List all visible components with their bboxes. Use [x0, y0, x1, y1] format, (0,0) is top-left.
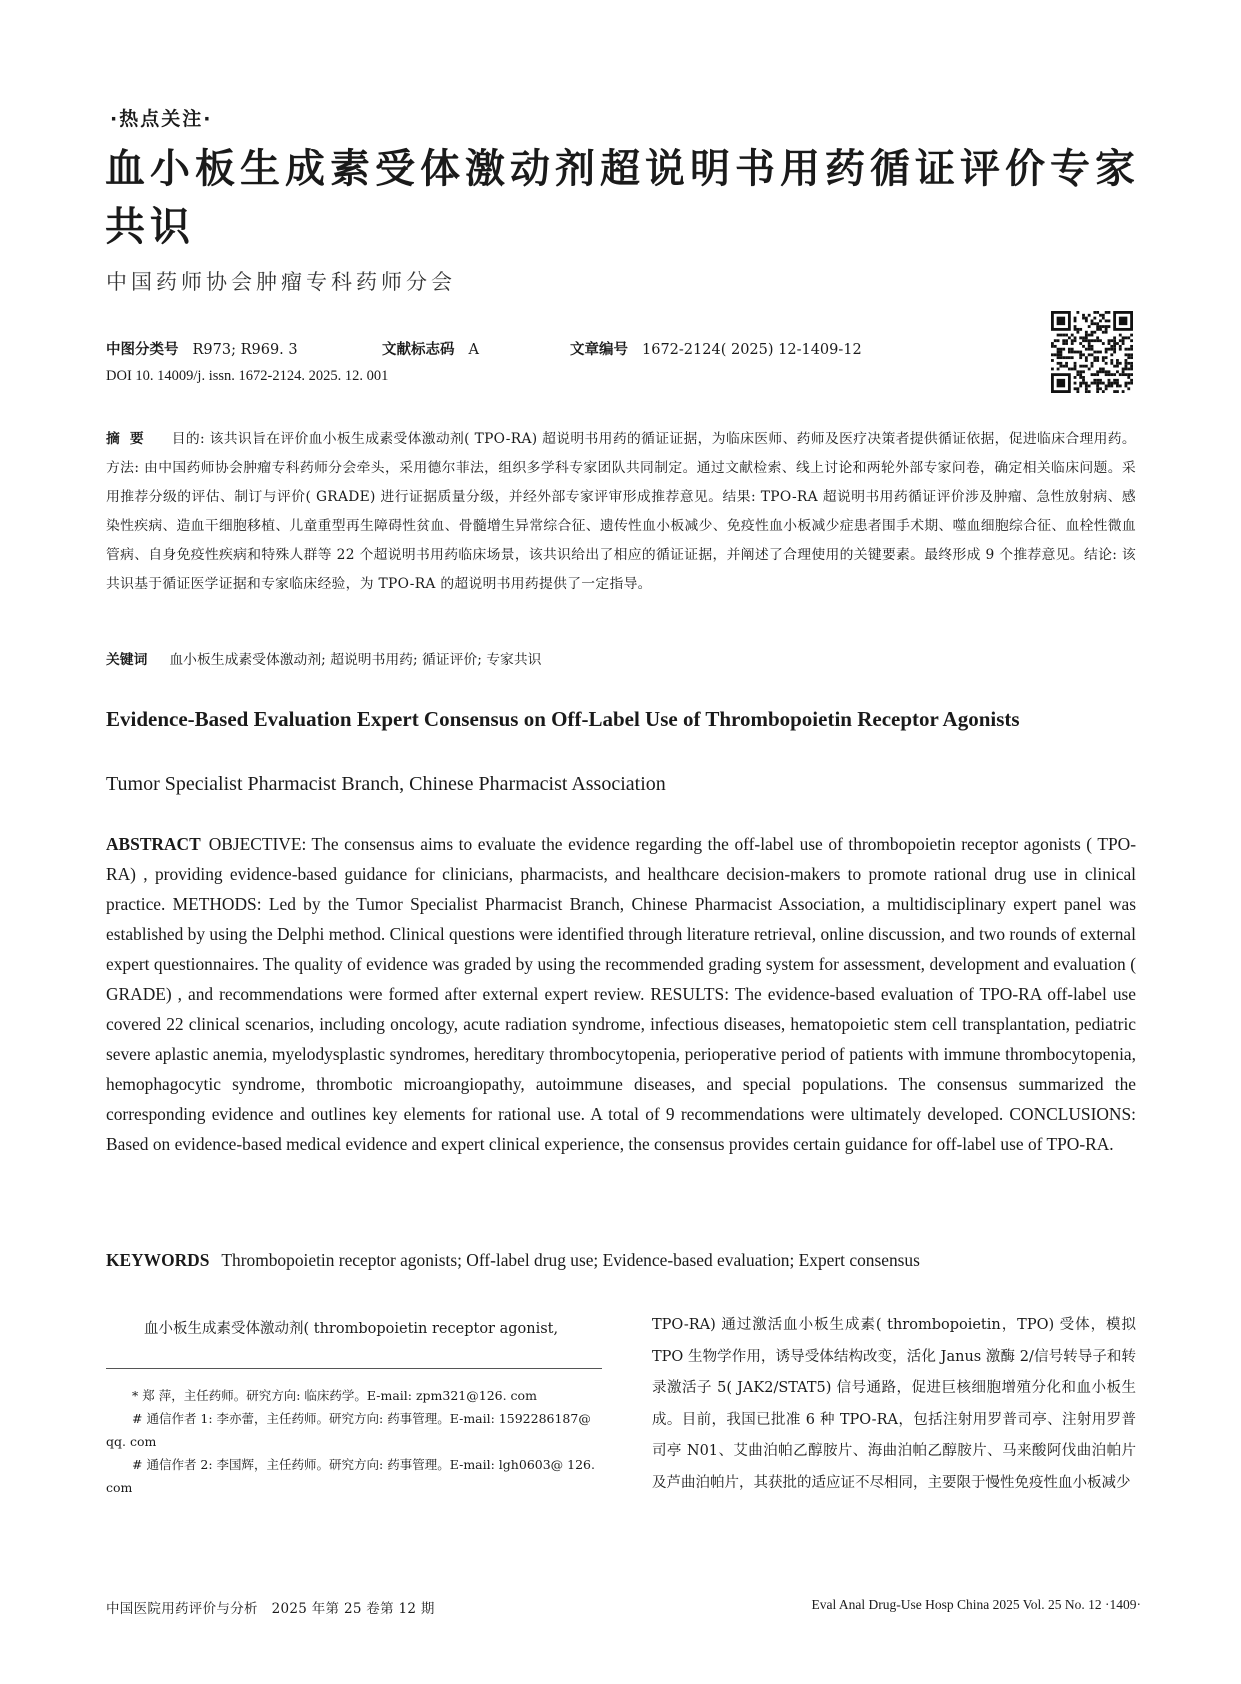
- body-text-right: TPO-RA) 通过激活血小板生成素( thrombopoietin，TPO) 受体，模拟 TPO 生物学作用，诱导受体结构改变，活化 Janus 激酶 2/信号转导子和转录激活子 5( JAK2/STAT5) 信号通路，促进巨核细胞增殖分化和血小板生成。目前，我国已批准 6 种 TPO-RA，包括注射用罗普司亭、注射用罗普司亭 N01、艾曲泊帕乙醇胺片、海曲泊帕乙醇胺片、马来酸阿伐曲泊帕片及芦曲泊帕片，其获批的适应证不尽相同，主要限于慢性免疫性血小板减少: [652, 1317, 1136, 1491]
- meta-article: [570, 338, 862, 359]
- footer-journal-en: Eval Anal Drug-Use Hosp China 2025 Vol. 25 No. 12 ·1409·: [811, 1597, 1141, 1612]
- meta-article-label: 文章编号: [570, 342, 628, 358]
- keywords-cn-label: 关键词: [106, 652, 148, 668]
- meta-article-value: 1672-2124( 2025) 12-1409-12: [642, 342, 862, 358]
- keywords-en: [106, 1250, 1146, 1271]
- meta-doc: [382, 338, 479, 359]
- keywords-cn: [106, 648, 541, 668]
- keywords-en-text: Thrombopoietin receptor agonists; Off-label drug use; Evidence-based evaluation; Expert consensus: [221, 1250, 920, 1270]
- footnote-divider: [106, 1368, 602, 1369]
- meta-doc-label: 文献标志码: [382, 342, 455, 358]
- qr-code-icon: [1051, 311, 1133, 393]
- footnotes: [106, 1384, 602, 1499]
- keywords-cn-text: 血小板生成素受体激动剂; 超说明书用药; 循证评价; 专家共识: [169, 652, 542, 668]
- body-text-left: 血小板生成素受体激动剂( thrombopoietin receptor agonist,: [144, 1321, 559, 1337]
- column-tag: ·热点关注·: [110, 108, 213, 130]
- footer-journal-cn: 中国医院用药评价与分析 2025 年第 25 卷第 12 期: [106, 1601, 435, 1617]
- footnote-author: * 郑 萍，主任药师。研究方向: 临床药学。E-mail: zpm321@126. com: [132, 1388, 537, 1403]
- footnote-corresponding-2: # 通信作者 2: 李国辉，主任药师。研究方向: 药事管理。E-mail: lgh0603@ 126. com: [106, 1457, 595, 1495]
- page-title: 血小板生成素受体激动剂超说明书用药循证评价专家共识: [105, 146, 1140, 250]
- abstract-cn-text: 目的: 该共识旨在评价血小板生成素受体激动剂( TPO-RA) 超说明书用药的循证证据，为临床医师、药师及医疗决策者提供循证依据，促进临床合理用药。方法: 由中国药师协会肿瘤专科药师分会牵头，采用德尔菲法，组织多学科专家团队共同制定。通过文献检索、线上讨论和两轮外部专家问卷，确定相关临床问题。采用推荐分级的评估、制订与评价( GRADE) 进行证据质量分级，并经外部专家评审形成推荐意见。结果: TPO-RA 超说明书用药循证评价涉及肿瘤、急性放射病、感染性疾病、造血干细胞移植、儿童重型再生障碍性贫血、骨髓增生异常综合征、遗传性血小板减少、免疫性血小板减少症患者围手术期、噬血细胞综合征、血栓性微血管病、自身免疫性疾病和特殊人群等 22 个超说明书用药临床场景，该共识给出了相应的循证证据，并阐述了合理使用的关键要素。最终形成 9 个推荐意见。结论: 该共识基于循证医学证据和专家临床经验，为 TPO-RA 的超说明书用药提供了一定指导。: [106, 431, 1136, 592]
- authors-en: Tumor Specialist Pharmacist Branch, Chinese Pharmacist Association: [106, 773, 666, 795]
- keywords-en-label: KEYWORDS: [106, 1250, 210, 1270]
- meta-doc-value: A: [468, 342, 479, 358]
- abstract-en-label: ABSTRACT: [106, 834, 201, 854]
- abstract-cn: [106, 425, 1136, 599]
- abstract-cn-label: 摘要: [106, 431, 154, 447]
- footnote-corresponding-1: # 通信作者 1: 李亦蕾，主任药师。研究方向: 药事管理。E-mail: 1592286187@ qq. com: [106, 1411, 591, 1449]
- meta-clc-label: 中图分类号: [106, 342, 179, 358]
- authors-cn: 中国药师协会肿瘤专科药师分会: [106, 270, 456, 294]
- abstract-en-text: OBJECTIVE: The consensus aims to evaluate the evidence regarding the off-label use of thrombopoietin receptor agonists ( TPO-RA) , providing evidence-based guidance for clinicians, pharmacists, and healthcare decision-makers to promote rational drug use in clinical practice. METHODS: Led by the Tumor Specialist Pharmacist Branch, Chinese Pharmacist Association, a multidisciplinary expert panel was established by using the Delphi method. Clinical questions were identified through literature retrieval, online discussion, and two rounds of external expert questionnaires. The quality of evidence was graded by using the recommended grading system for assessment, development and evaluation ( GRADE) , and recommendations were formed after external expert review. RESULTS: The evidence-based evaluation of TPO-RA off-label use covered 22 clinical scenarios, including oncology, acute radiation syndrome, infectious diseases, hematopoietic stem cell transplantation, pediatric severe aplastic anemia, myelodysplastic syndromes, hereditary thrombocytopenia, perioperative period of patients with immune thrombocytopenia, hemophagocytic syndrome, thrombotic microangiopathy, autoimmune diseases, and special populations. The consensus summarized the corresponding evidence and outlines key elements for rational use. A total of 9 recommendations were ultimately developed. CONCLUSIONS: Based on evidence-based medical evidence and expert clinical experience, the consensus provides certain guidance for off-label use of TPO-RA.: [106, 834, 1136, 1154]
- meta-clc-value: R973; R969. 3: [192, 342, 298, 358]
- abstract-en: [106, 829, 1136, 1159]
- meta-clc: [106, 338, 298, 359]
- title-en: Evidence-Based Evaluation Expert Consensus on Off-Label Use of Thrombopoietin Receptor Agonists: [106, 707, 1020, 731]
- meta-doi: DOI 10. 14009/j. issn. 1672-2124. 2025. 12. 001: [106, 368, 389, 384]
